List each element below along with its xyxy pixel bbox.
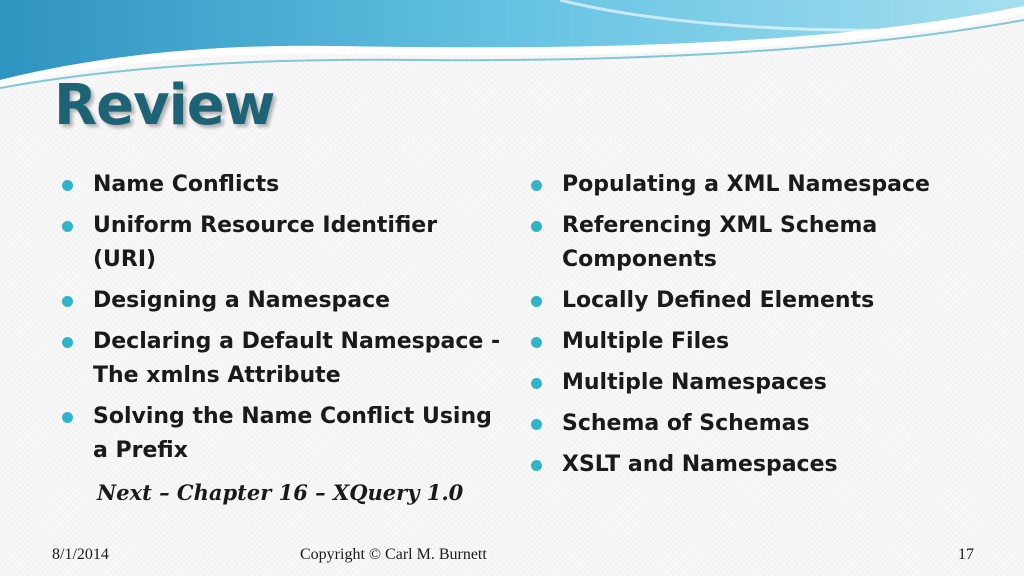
list-item-text: Multiple Namespaces [562,370,827,395]
list-item-text: Locally Defined Elements [562,288,875,313]
list-item-text: Solving the Name Conflict Using a Prefix [93,404,492,463]
list-item [531,366,951,400]
footer-page-number: 17 [958,546,974,563]
bullet-icon [531,460,542,471]
list-item [531,448,951,482]
list-item [62,168,502,202]
bullet-icon [531,419,542,430]
list-item-text: Referencing XML Schema Components [562,213,878,272]
list-item-text: Schema of Schemas [562,411,810,436]
list-item-text: XSLT and Namespaces [562,452,838,477]
list-item-text: Uniform Resource Identifier (URI) [93,213,438,272]
bullet-icon [531,221,542,232]
footer-copyright: Copyright © Carl M. Burnett [300,546,487,563]
list-item-text: Designing a Namespace [93,288,391,313]
footer-date: 8/1/2014 [52,546,109,563]
bullet-icon [62,337,73,348]
bullet-icon [531,378,542,389]
list-item-text: Populating a XML Namespace [562,172,930,197]
right-bullet-list [531,168,951,489]
list-item [62,400,502,468]
list-item [531,168,951,202]
bullet-icon [531,180,542,191]
list-item [531,325,951,359]
slide-title: Review [54,73,275,138]
list-item [531,209,951,277]
bullet-icon [62,296,73,307]
left-bullet-list [62,168,502,475]
bullet-icon [62,180,73,191]
list-item [531,407,951,441]
list-item [62,284,502,318]
bullet-icon [62,412,73,423]
list-item-text: Declaring a Default Namespace - The xmlns Attribute [93,329,501,388]
list-item-text: Name Conflicts [93,172,280,197]
bullet-icon [62,221,73,232]
list-item [62,209,502,277]
list-item-text: Multiple Files [562,329,730,354]
next-chapter-note: Next – Chapter 16 – XQuery 1.0 [97,480,464,505]
bullet-icon [531,337,542,348]
list-item [62,325,502,393]
bullet-icon [531,296,542,307]
list-item [531,284,951,318]
